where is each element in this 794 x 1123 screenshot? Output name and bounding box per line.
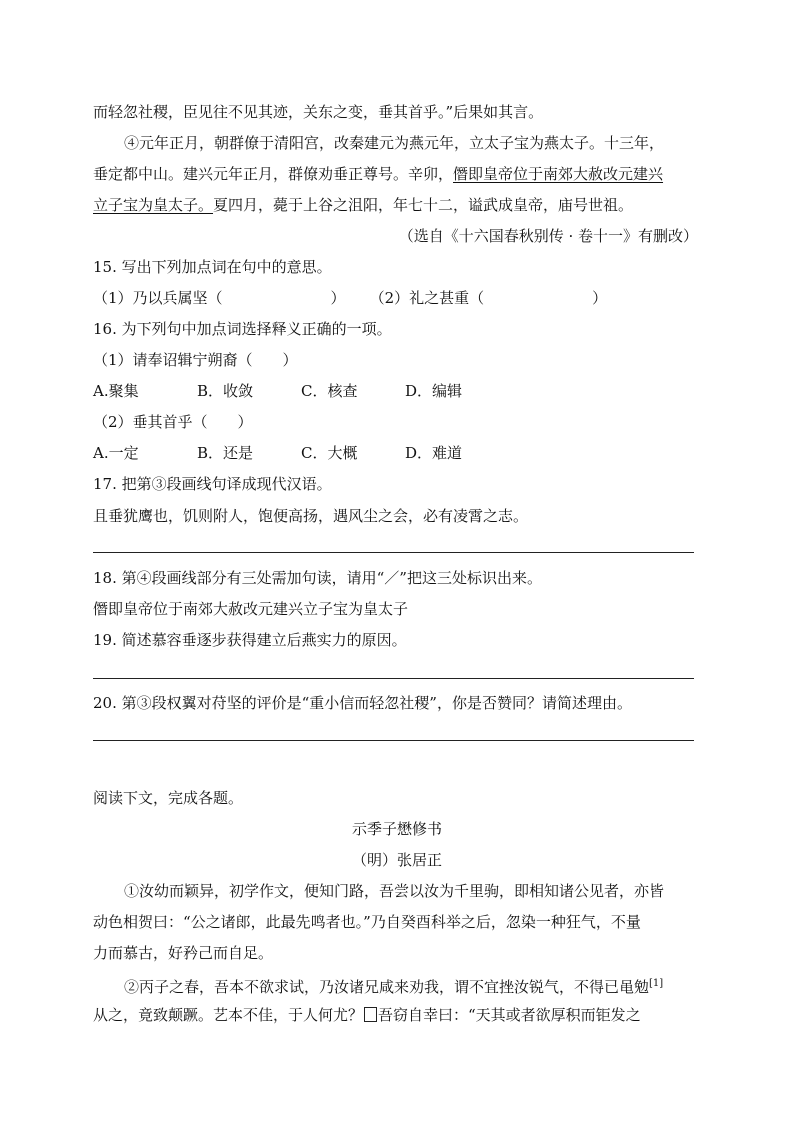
underlined-sentence-part2: 立子宝为皇太子。 — [93, 196, 214, 214]
paragraph1-line2: 动色相贺曰：“公之诸郎，此最先鸣者也。”乃自癸酉科举之后，忽染一种狂气，不量 — [93, 913, 641, 931]
passage1-line1: 而轻忽社稷，臣见往不见其迹，关东之变，垂其首乎。”后果如其言。 — [93, 103, 544, 121]
question-19: 19. 简述慕容垂逐步获得建立后燕实力的原因。 — [93, 631, 407, 649]
question-18: 18. 第④段画线部分有三处需加句读，请用“／”把这三处标识出来。 — [93, 569, 542, 587]
paragraph1-line1: ①汝幼而颖异，初学作文，便知门路，吾尝以汝为千里驹，即相知诸公见者，亦皆 — [124, 882, 665, 900]
question-17: 17. 把第③段画线句译成现代汉语。 — [93, 475, 332, 493]
question-17-sentence: 且垂犹鹰也，饥则附人，饱便高扬，遇风尘之会，必有凌霄之志。 — [93, 507, 529, 525]
paragraph4-line1: ④元年正月，朝群僚于清阳宫，改秦建元为燕元年，立太子宝为燕太子。十三年， — [124, 134, 665, 152]
paragraph1-line3: 力而慕古，好矜己而自足。 — [93, 944, 274, 962]
question-18-sentence: 僭即皇帝位于南郊大赦改元建兴立子宝为皇太子 — [93, 600, 409, 618]
reading-instruction: 阅读下文，完成各题。 — [93, 789, 244, 807]
source-citation: （选自《十六国春秋别传 · 卷十一》有删改） — [398, 227, 698, 245]
answer-line-20[interactable] — [93, 740, 694, 741]
question-16-1-options — [93, 380, 462, 402]
underlined-sentence-part1: 僭即皇帝位于南郊大赦改元建兴 — [453, 165, 664, 183]
paragraph2-line2: 从之，竟致颠蹶。艺本不佳，于人何尤？ 吾窃自幸曰：“天其或者欲厚积而钜发之 — [93, 1006, 641, 1024]
paragraph4-line2: 垂定都中山。建兴元年正月，群僚劝垂正尊号。辛卯，僭即皇帝位于南郊大赦改元建兴 — [93, 165, 664, 183]
question-16-2: （2）垂其首乎（ ） — [93, 413, 253, 431]
question-16-2-options — [93, 442, 462, 464]
question-16: 16. 为下列句中加点词选择释义正确的一项。 — [93, 320, 392, 338]
answer-line-17[interactable] — [93, 552, 694, 553]
option-c[interactable]: C．大概 — [301, 444, 358, 462]
question-15: 15. 写出下列加点词在句中的意思。 — [93, 258, 332, 276]
option-d[interactable]: D．编辑 — [405, 382, 463, 400]
option-d[interactable]: D．难道 — [405, 444, 463, 462]
option-a[interactable]: A.一定 — [93, 444, 139, 462]
answer-line-19[interactable] — [93, 678, 694, 679]
option-a[interactable]: A.聚集 — [93, 382, 139, 400]
missing-character-box — [364, 1007, 377, 1022]
paragraph2-line1: ②丙子之春，吾本不欲求试，乃汝诸兄咸来劝我，谓不宜挫汝锐气，不得已黾勉[1] — [124, 978, 664, 996]
passage-title: 示季子懋修书 — [351, 820, 442, 838]
option-c[interactable]: C．核查 — [301, 382, 358, 400]
passage-author: （明）张居正 — [351, 851, 442, 869]
option-b[interactable]: B．还是 — [197, 444, 254, 462]
question-16-1: （1）请奉诏辑宁朔裔（ ） — [93, 351, 298, 369]
option-b[interactable]: B．收敛 — [197, 382, 254, 400]
paragraph4-line3: 立子宝为皇太子。夏四月，薨于上谷之沮阳，年七十二，谥武成皇帝，庙号世祖。 — [93, 196, 634, 214]
question-20: 20. 第③段权翼对苻坚的评价是“重小信而轻忽社稷”，你是否赞同？请简述理由。 — [93, 694, 632, 712]
footnote-marker: [1] — [649, 978, 664, 989]
question-15-items: （1）乃以兵属坚（ ） （2）礼之甚重（ ） — [93, 289, 608, 307]
